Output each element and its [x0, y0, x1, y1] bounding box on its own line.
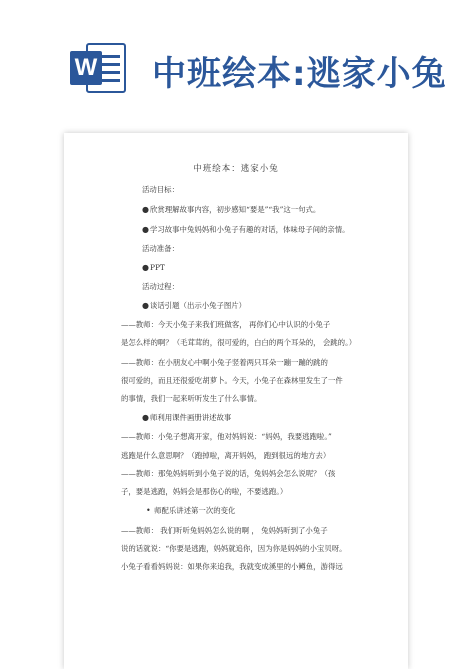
doc-line: ——教师：那兔妈妈听到小兔子说的话，兔妈妈会怎么说呢？（孩: [121, 469, 336, 478]
doc-line: 师配乐讲述第一次的变化: [154, 506, 236, 515]
document-page: [64, 133, 408, 669]
doc-line: ——教师：小兔子想离开家，他对妈妈说：“妈妈，我要逃跑啦。”: [121, 432, 332, 441]
doc-line: 逃跑是什么意思啊？（跑掉啦，离开妈妈， 跑到很远的地方去）: [121, 451, 331, 460]
doc-line: ——教师： 我们听听兔妈妈怎么说的啊 ， 兔妈妈听到了小兔子: [121, 526, 328, 535]
bullet-icon: ●: [142, 205, 149, 214]
doc-line: 学习故事中兔妈妈和小兔子有趣的对话，体味母子间的亲情。: [149, 225, 350, 234]
doc-line-bullet: [142, 205, 320, 215]
word-icon: [70, 43, 128, 93]
doc-line: ——教师：今天小兔子来我们班做客， 再你们心中认识的小兔子: [121, 320, 331, 329]
doc-line-bullet: [146, 506, 235, 516]
doc-line: 活动目标：: [142, 185, 179, 194]
doc-line: PPT: [149, 263, 165, 272]
word-badge: W: [70, 51, 102, 85]
document-title: 中班绘本：逃家小兔: [193, 164, 279, 174]
doc-line: 的事情，我们一起来听听发生了什么事情。: [121, 394, 262, 403]
doc-line: 师利用课件画册讲述故事: [149, 413, 232, 422]
bullet-icon: •: [146, 506, 151, 515]
doc-line: 活动准备：: [142, 244, 179, 253]
bullet-icon: ●: [142, 225, 149, 234]
page-title: 中班绘本:逃家小兔: [152, 54, 447, 94]
bullet-icon: ●: [142, 263, 149, 272]
doc-line: 小兔子看看妈妈说：如果你来追我，我就变成溪里的小鳟鱼，游得远: [121, 562, 343, 571]
header: [0, 0, 474, 110]
doc-line: 谈话引题（出示小兔子图片）: [149, 301, 247, 310]
doc-line-bullet: [142, 225, 350, 235]
doc-line-bullet: [142, 413, 231, 423]
doc-line: 欣赏理解故事内容，初步感知“要是”“我”这一句式。: [149, 205, 321, 214]
doc-line: 活动过程：: [142, 282, 179, 291]
doc-line: 说的话就说：“你要是逃跑，妈妈就追你，因为你是妈妈的小宝贝呀。: [121, 544, 347, 553]
doc-line-bullet: [142, 301, 246, 311]
doc-line: 很可爱的，而且还很爱吃胡萝卜。今天，小兔子在森林里发生了一件: [121, 376, 343, 385]
bullet-icon: ●: [142, 301, 149, 310]
bullet-icon: ●: [142, 413, 149, 422]
doc-line: 是怎么样的啊？（毛茸茸的，很可爱的，白白的两个耳朵的， 会跳的。）: [121, 338, 357, 347]
doc-line-bullet: [142, 263, 165, 273]
doc-line: ——教师：在小朋友心中啊小兔子竖着两只耳朵一蹦一蹦的跳的: [121, 358, 328, 367]
doc-line: 子，要是逃跑，妈妈会是那伤心的啦，不要逃跑。）: [121, 487, 288, 496]
